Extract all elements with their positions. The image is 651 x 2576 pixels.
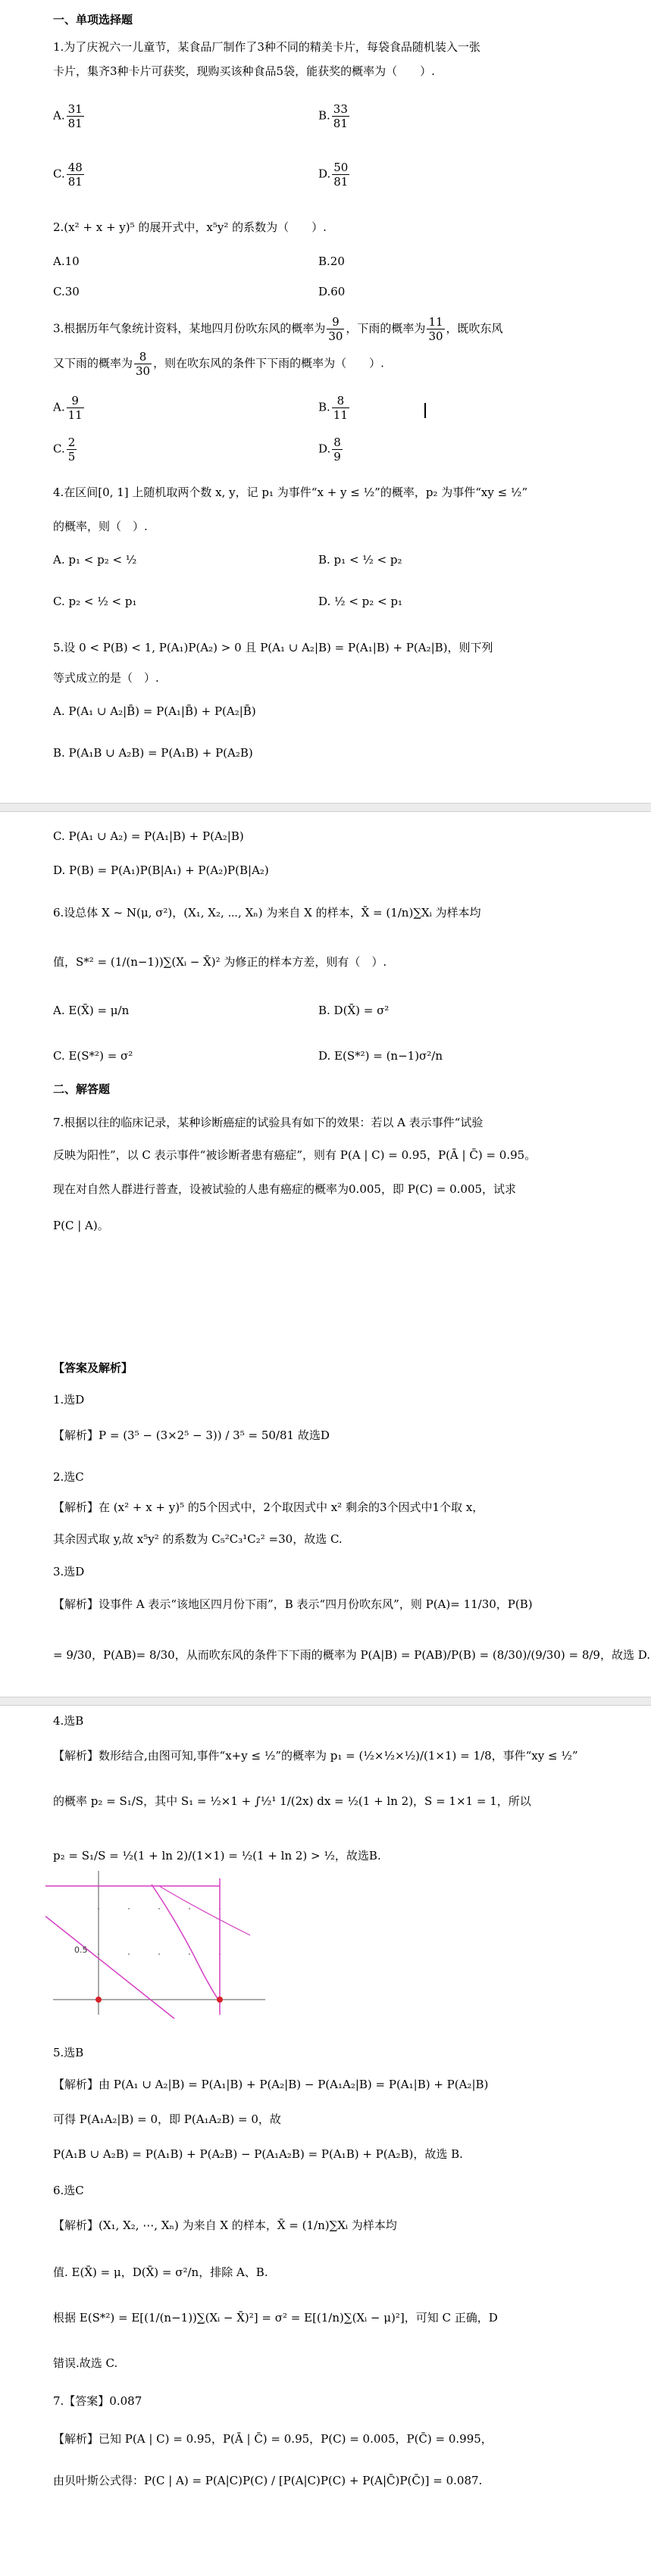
q1-option-c	[53, 161, 86, 189]
text: ，下雨的概率为	[346, 321, 426, 336]
q4-option-b: B. p₁ < ½ < p₂	[318, 553, 402, 567]
q4-option-a: A. p₁ < p₂ < ½	[53, 553, 137, 567]
denominator: 30	[428, 329, 443, 343]
fraction	[67, 394, 84, 422]
point-one	[217, 1997, 223, 2003]
q5-stem-line1: 5.设 0 < P(B) < 1, P(A₁)P(A₂) > 0 且 P(A₁ ∪ A₂|B) = P(A₁|B) + P(A₂|B)，则下列	[53, 641, 493, 654]
q6-option-b: B. D(X̄) = σ²	[318, 1004, 390, 1017]
denominator: 9	[333, 450, 341, 464]
numerator: 9	[67, 394, 84, 408]
answer-3-explanation-1: 【解析】设事件 A 表示“该地区四月份下雨”，B 表示“四月份吹东风”，则 P(A)= 11/30，P(B)	[53, 1597, 533, 1611]
q3-stem-line1	[53, 315, 503, 343]
option-letter: A.	[53, 108, 65, 123]
fraction	[332, 394, 349, 422]
page-break	[0, 803, 651, 812]
answer-5-explanation-3: P(A₁B ∪ A₂B) = P(A₁B) + P(A₂B) − P(A₁A₂B) = P(A₁B) + P(A₂B)，故选 B.	[53, 2147, 463, 2161]
section-title-2: 二、解答题	[53, 1082, 111, 1096]
q7-line4: P(C | A)。	[53, 1219, 109, 1232]
denominator: 81	[333, 175, 349, 189]
q6-stem-line2: 值，S*² = (1/(n−1))∑(Xᵢ − X̄)² 为修正的样本方差，则有（ ）.	[53, 955, 387, 969]
q2-option-a: A.10	[53, 254, 80, 268]
fraction	[332, 161, 349, 189]
answer-6-explanation-2: 值. E(X̄) = μ，D(X̄) = σ²/n，排除 A、B.	[53, 2265, 268, 2279]
denominator: 30	[328, 329, 343, 343]
answer-2: 2.选C	[53, 1470, 84, 1484]
numerator: 11	[428, 315, 443, 329]
page-break	[0, 1697, 651, 1706]
numerator: 2	[67, 436, 76, 449]
answer-5-explanation-1: 【解析】由 P(A₁ ∪ A₂|B) = P(A₁|B) + P(A₂|B) − P(A₁A₂|B) = P(A₁|B) + P(A₂|B)	[53, 2078, 489, 2091]
region-graph	[45, 1863, 273, 2022]
numerator: 9	[327, 315, 344, 329]
q5-stem-line2: 等式成立的是（ ）.	[53, 671, 159, 685]
q6-option-d: D. E(S*²) = (n−1)σ²/n	[318, 1049, 443, 1063]
q2-option-d: D.60	[318, 285, 346, 298]
q1-option-a	[53, 102, 86, 130]
denominator: 11	[333, 408, 348, 422]
fraction	[327, 315, 344, 343]
answer-4: 4.选B	[53, 1714, 84, 1728]
numerator: 50	[333, 161, 349, 174]
q3-option-b	[318, 394, 351, 422]
answer-6-explanation-3: 根据 E(S*²) = E[(1/(n−1))∑(Xᵢ − X̄)²] = σ² = E[(1/n)∑(Xᵢ − μ)²]，可知 C 正确，D	[53, 2311, 498, 2325]
denominator: 81	[333, 117, 348, 130]
answer-5-explanation-2: 可得 P(A₁A₂|B) = 0，即 P(A₁A₂B) = 0，故	[53, 2112, 281, 2126]
fraction	[134, 350, 152, 378]
numerator: 8	[332, 394, 349, 408]
answer-7-explanation-2: 由贝叶斯公式得：P(C | A) = P(A|C)P(C) / [P(A|C)P(C) + P(A|C̄)P(C̄)] = 0.087.	[53, 2474, 483, 2487]
q4-stem-line2: 的概率，则（ ）.	[53, 520, 148, 533]
curve-xy	[152, 1884, 218, 2000]
q3-option-d	[318, 436, 344, 464]
graph-tick-label: 0.5	[74, 1945, 88, 1955]
q4-option-d: D. ½ < p₂ < p₁	[318, 595, 403, 608]
option-letter: D.	[318, 167, 331, 181]
q4-stem-line1: 4.在区间[0, 1] 上随机取两个数 x, y，记 p₁ 为事件“x + y ≤ ½”的概率，p₂ 为事件“xy ≤ ½”	[53, 486, 528, 499]
fraction	[67, 436, 77, 464]
q5-option-d: D. P(B) = P(A₁)P(B|A₁) + P(A₂)P(B|A₂)	[53, 863, 269, 877]
answer-7-explanation-1: 【解析】已知 P(A | C) = 0.95，P(Ā | C̄) = 0.95，P(C) = 0.005，P(C̄) = 0.995，	[53, 2432, 493, 2446]
numerator: 31	[67, 102, 83, 116]
denominator: 81	[67, 175, 83, 189]
text: 又下雨的概率为	[53, 356, 133, 370]
answer-1-explanation: 【解析】P = (3⁵ − (3×2⁵ − 3)) / 3⁵ = 50/81 故选D	[53, 1429, 330, 1442]
fraction	[332, 436, 343, 464]
answer-4-explanation-2: 的概率 p₂ = S₁/S，其中 S₁ = ½×1 + ∫½¹ 1/(2x) dx = ½(1 + ln 2)，S = 1×1 = 1，所以	[53, 1794, 531, 1808]
answer-6-explanation-4: 错误.故选 C.	[53, 2356, 118, 2370]
fraction	[67, 102, 84, 130]
answer-5: 5.选B	[53, 2046, 84, 2059]
option-letter: A.	[53, 400, 65, 414]
line-x-plus-y	[45, 1916, 174, 2019]
q3-option-c	[53, 436, 78, 464]
denominator: 30	[136, 364, 151, 378]
answers-title: 【答案及解析】	[53, 1361, 133, 1375]
q7-line1: 7.根据以往的临床记录，某种诊断癌症的试验具有如下的效果：若以 A 表示事件“试验	[53, 1116, 484, 1129]
denominator: 81	[67, 117, 83, 130]
q1-stem-line1: 1.为了庆祝六一儿童节，某食品厂制作了3种不同的精美卡片，每袋食品随机装入一张	[53, 40, 480, 54]
fraction	[427, 315, 444, 343]
answer-4-explanation-1: 【解析】数形结合,由图可知,事件“x+y ≤ ½”的概率为 p₁ = (½×½×½)/(1×1) = 1/8，事件“xy ≤ ½”	[53, 1749, 578, 1763]
answer-3-explanation-2: = 9/30，P(AB)= 8/30，从而吹东风的条件下下雨的概率为 P(A|B) = P(AB)/P(B) = (8/30)/(9/30) = 8/9，故选 D.	[53, 1648, 651, 1662]
q7-line2: 反映为阳性”，以 C 表示事件“被诊断者患有癌症”，则有 P(A | C) = 0.95，P(Ā | C̄) = 0.95。	[53, 1148, 537, 1162]
denominator: 11	[67, 408, 83, 422]
grid-dots	[98, 1908, 221, 1955]
numerator: 8	[333, 436, 341, 449]
answer-1: 1.选D	[53, 1393, 85, 1407]
q3-stem-line2	[53, 350, 384, 378]
fraction	[67, 161, 84, 189]
q1-stem-line2: 卡片，集齐3种卡片可获奖，现购买该种食品5袋，能获奖的概率为（ ）.	[53, 64, 435, 78]
q6-option-a: A. E(X̄) = μ/n	[53, 1004, 130, 1017]
q7-line3: 现在对自然人群进行普查，设被试验的人患有癌症的概率为0.005，即 P(C) = 0.005，试求	[53, 1182, 517, 1196]
option-letter: D.	[318, 442, 331, 456]
answer-6-explanation-1: 【解析】(X₁, X₂, ⋯, Xₙ) 为来自 X 的样本，X̄ = (1/n)∑Xᵢ 为样本均	[53, 2218, 397, 2232]
q6-stem-line1: 6.设总体 X ~ N(μ, σ²)，(X₁, X₂, ⋯, Xₙ) 为来自 X 的样本，X̄ = (1/n)∑Xᵢ 为样本均	[53, 906, 481, 920]
q5-option-b: B. P(A₁B ∪ A₂B) = P(A₁B) + P(A₂B)	[53, 746, 253, 760]
text-cursor	[424, 403, 426, 418]
answer-2-explanation-2: 其余因式取 y,故 x⁵y² 的系数为 C₅²C₃¹C₂² =30，故选 C.	[53, 1532, 343, 1546]
q3-option-a	[53, 394, 86, 422]
option-letter: C.	[53, 167, 65, 181]
q6-option-c: C. E(S*²) = σ²	[53, 1049, 133, 1063]
option-letter: B.	[318, 400, 330, 414]
numerator: 8	[134, 350, 152, 364]
fraction	[332, 102, 349, 130]
numerator: 33	[333, 102, 348, 116]
answer-4-explanation-3: p₂ = S₁/S = ½(1 + ln 2)/(1×1) = ½(1 + ln 2) > ½，故选B.	[53, 1849, 381, 1863]
answer-7: 7.【答案】0.087	[53, 2394, 142, 2408]
option-letter: C.	[53, 442, 65, 456]
answer-6: 6.选C	[53, 2184, 84, 2197]
q2-option-b: B.20	[318, 254, 345, 268]
origin-point	[95, 1997, 102, 2003]
q1-option-b	[318, 102, 351, 130]
q4-option-c: C. p₂ < ½ < p₁	[53, 595, 137, 608]
q5-option-c: C. P(A₁ ∪ A₂) = P(A₁|B) + P(A₂|B)	[53, 829, 244, 843]
denominator: 5	[67, 450, 76, 464]
section-title: 一、单项选择题	[53, 13, 133, 27]
text: ，则在吹东风的条件下下雨的概率为（ ）.	[153, 356, 384, 370]
numerator: 48	[67, 161, 83, 174]
q1-option-d	[318, 161, 351, 189]
text: ，既吹东风	[446, 321, 503, 336]
answer-3: 3.选D	[53, 1565, 85, 1578]
q5-option-a: A. P(A₁ ∪ A₂|B̄) = P(A₁|B̄) + P(A₂|B̄)	[53, 704, 256, 718]
q2-stem: 2.(x² + x + y)⁵ 的展开式中，x⁵y² 的系数为（ ）.	[53, 220, 327, 234]
answer-2-explanation-1: 【解析】在 (x² + x + y)⁵ 的5个因式中，2个取因式中 x² 剩余的3个因式中1个取 x，	[53, 1500, 484, 1514]
curve-upper	[159, 1886, 250, 1935]
option-letter: B.	[318, 108, 330, 123]
text: 3.根据历年气象统计资料，某地四月份吹东风的概率为	[53, 321, 326, 336]
q2-option-c: C.30	[53, 285, 80, 298]
